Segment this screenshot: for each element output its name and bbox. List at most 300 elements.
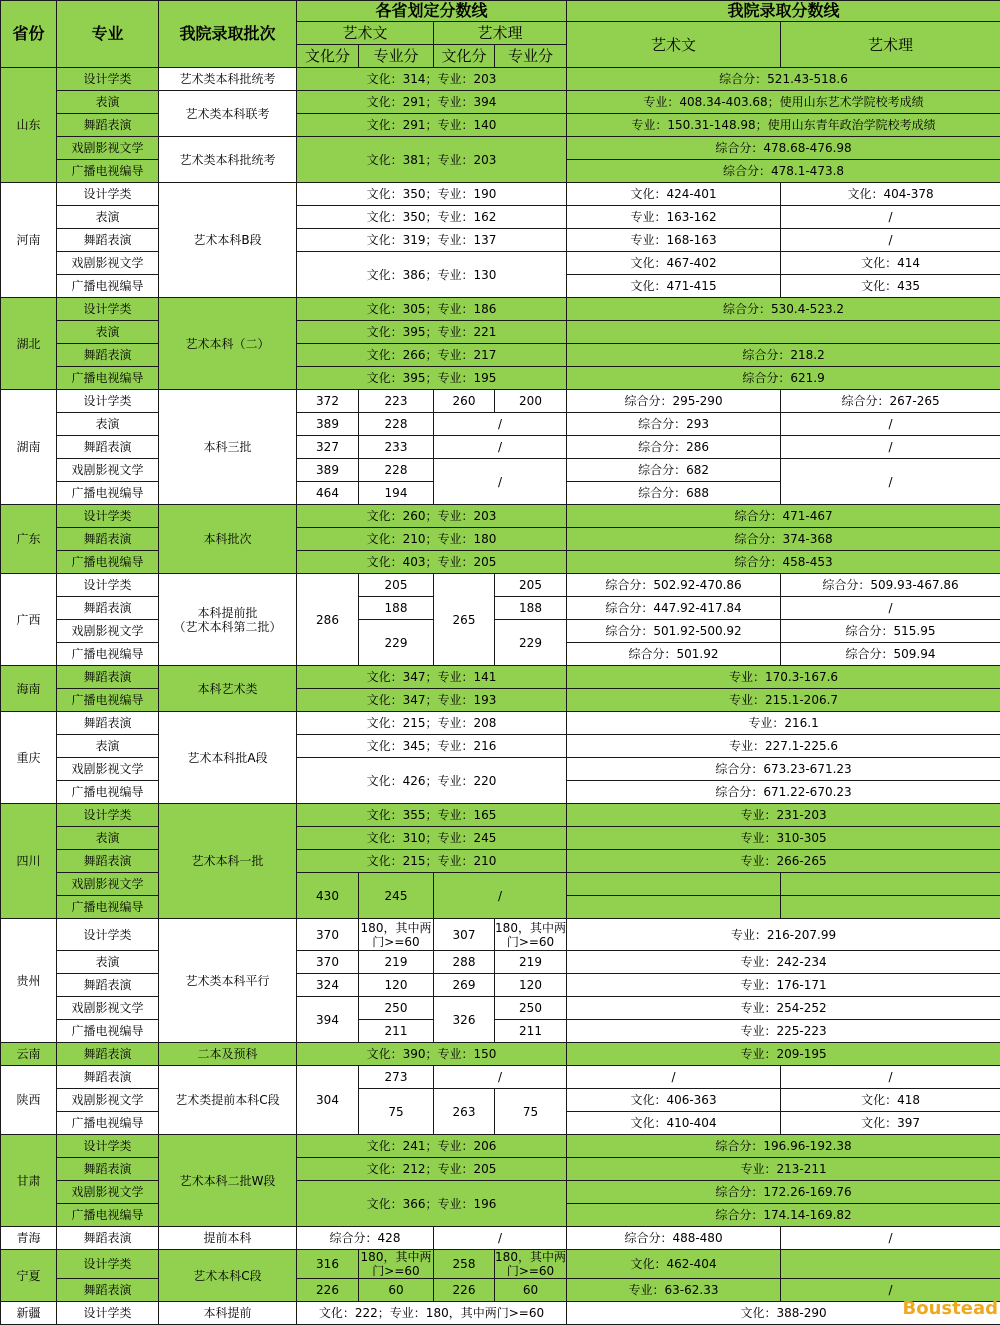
table-cell: 表演: [57, 321, 159, 344]
table-cell: 戏剧影视文学: [57, 137, 159, 160]
table-row: [1, 413, 1000, 436]
table-cell: 文化：406-363: [567, 1089, 781, 1112]
table-row: [1, 574, 1000, 597]
watermark-logo: Boustead: [903, 1298, 998, 1319]
table-cell: 326: [434, 997, 495, 1043]
table-cell: [781, 896, 1000, 919]
table-cell: 舞蹈表演: [57, 1227, 159, 1250]
table-cell: 设计学类: [57, 1135, 159, 1158]
table-cell: 舞蹈表演: [57, 1158, 159, 1181]
table-cell: 372: [297, 390, 359, 413]
table-cell: 180，其中两门>=60: [495, 1250, 567, 1279]
table-cell: 艺术本科批A段: [159, 712, 297, 804]
table-cell: 广播电视编导: [57, 551, 159, 574]
table-cell: 戏剧影视文学: [57, 620, 159, 643]
table-cell: 245: [359, 873, 434, 919]
table-cell: 广播电视编导: [57, 275, 159, 298]
table-cell: 文化：350；专业：190: [297, 183, 567, 206]
table-cell: 专业：215.1-206.7: [567, 689, 1000, 712]
table-cell: 219: [359, 951, 434, 974]
table-cell: 综合分：509.93-467.86: [781, 574, 1000, 597]
table-cell: 文化：291；专业：394: [297, 91, 567, 114]
table-row: [1, 974, 1000, 997]
table-cell: 394: [297, 997, 359, 1043]
table-cell: 文化：305；专业：186: [297, 298, 567, 321]
table-cell: 综合分：478.68-476.98: [567, 137, 1000, 160]
table-row: [1, 951, 1000, 974]
table-row: [1, 689, 1000, 712]
header-cell: 各省划定分数线: [297, 1, 567, 22]
table-cell: [781, 873, 1000, 896]
table-cell: 304: [297, 1066, 359, 1135]
table-body: [1, 1, 1000, 1325]
table-cell: 陕西: [1, 1066, 57, 1135]
table-cell: 专业：170.3-167.6: [567, 666, 1000, 689]
table-cell: 263: [434, 1089, 495, 1135]
table-cell: 专业：63-62.33: [567, 1279, 781, 1302]
table-row: [1, 1250, 1000, 1279]
table-cell: 文化：403；专业：205: [297, 551, 567, 574]
table-cell: 文化：395；专业：221: [297, 321, 567, 344]
table-cell: 文化：319；专业：137: [297, 229, 567, 252]
table-row: [1, 68, 1000, 91]
table-row: [1, 620, 1000, 643]
table-cell: 艺术本科一批: [159, 804, 297, 919]
table-cell: 设计学类: [57, 1250, 159, 1279]
table-cell: 专业：216-207.99: [567, 919, 1000, 951]
table-cell: 223: [359, 390, 434, 413]
table-cell: 180，其中两门>=60: [359, 919, 434, 951]
table-cell: 专业：216.1: [567, 712, 1000, 735]
table-cell: 60: [495, 1279, 567, 1302]
table-cell: 综合分：174.14-169.82: [567, 1204, 1000, 1227]
table-cell: 文化：397: [781, 1112, 1000, 1135]
table-cell: 专业：163-162: [567, 206, 781, 229]
table-cell: 综合分：286: [567, 436, 781, 459]
table-cell: 舞蹈表演: [57, 528, 159, 551]
table-cell: /: [781, 413, 1000, 436]
table-row: [1, 804, 1000, 827]
table-cell: 重庆: [1, 712, 57, 804]
table-row: [1, 183, 1000, 206]
table-cell: 广播电视编导: [57, 896, 159, 919]
table-cell: 设计学类: [57, 1302, 159, 1325]
table-cell: 文化：347；专业：141: [297, 666, 567, 689]
table-cell: 211: [359, 1020, 434, 1043]
table-cell: 新疆: [1, 1302, 57, 1325]
table-cell: 327: [297, 436, 359, 459]
table-cell: 75: [359, 1089, 434, 1135]
header-cell: 我院录取批次: [159, 1, 297, 68]
table-cell: 专业：168-163: [567, 229, 781, 252]
table-cell: 316: [297, 1250, 359, 1279]
table-row: [1, 252, 1000, 275]
table-row: [1, 390, 1000, 413]
table-cell: 提前本科: [159, 1227, 297, 1250]
table-cell: 269: [434, 974, 495, 997]
table-cell: 综合分：293: [567, 413, 781, 436]
table-cell: /: [781, 206, 1000, 229]
table-cell: 综合分：478.1-473.8: [567, 160, 1000, 183]
table-cell: 表演: [57, 735, 159, 758]
table-cell: 综合分：267-265: [781, 390, 1000, 413]
table-cell: 307: [434, 919, 495, 951]
table-row: [1, 114, 1000, 137]
table-row: [1, 1279, 1000, 1302]
table-cell: 湖南: [1, 390, 57, 505]
table-cell: 广播电视编导: [57, 160, 159, 183]
table-row: [1, 597, 1000, 620]
table-cell: 河南: [1, 183, 57, 298]
table-cell: 广播电视编导: [57, 1020, 159, 1043]
table-cell: 文化：467-402: [567, 252, 781, 275]
table-cell: 综合分：471-467: [567, 505, 1000, 528]
table-cell: 广播电视编导: [57, 643, 159, 666]
table-cell: 山东: [1, 68, 57, 183]
table-cell: 综合分：688: [567, 482, 781, 505]
table-cell: 综合分：196.96-192.38: [567, 1135, 1000, 1158]
table-cell: /: [781, 459, 1000, 505]
table-row: [1, 1181, 1000, 1204]
table-cell: 229: [359, 620, 434, 666]
header-cell: 文化分: [297, 45, 359, 68]
table-cell: 文化：314；专业：203: [297, 68, 567, 91]
table-cell: 286: [297, 574, 359, 666]
table-cell: 120: [495, 974, 567, 997]
table-cell: 265: [434, 574, 495, 666]
table-cell: [567, 873, 781, 896]
table-cell: 260: [434, 390, 495, 413]
table-cell: 文化：347；专业：193: [297, 689, 567, 712]
table-cell: 文化：210；专业：180: [297, 528, 567, 551]
table-row: [1, 298, 1000, 321]
table-cell: 文化：212；专业：205: [297, 1158, 567, 1181]
table-row: [1, 1043, 1000, 1066]
table-cell: 云南: [1, 1043, 57, 1066]
table-cell: 戏剧影视文学: [57, 997, 159, 1020]
table-row: [1, 712, 1000, 735]
table-cell: 219: [495, 951, 567, 974]
table-cell: 专业：242-234: [567, 951, 1000, 974]
table-cell: /: [781, 1227, 1000, 1250]
table-cell: 广播电视编导: [57, 689, 159, 712]
table-cell: 226: [297, 1279, 359, 1302]
table-cell: 专业：213-211: [567, 1158, 1000, 1181]
table-cell: 文化：435: [781, 275, 1000, 298]
table-cell: 60: [359, 1279, 434, 1302]
table-cell: 戏剧影视文学: [57, 873, 159, 896]
table-cell: 194: [359, 482, 434, 505]
table-cell: 文化：215；专业：210: [297, 850, 567, 873]
table-cell: 二本及预科: [159, 1043, 297, 1066]
table-cell: 专业：408.34-403.68；使用山东艺术学院校考成绩: [567, 91, 1000, 114]
table-row: [1, 1227, 1000, 1250]
table-cell: 专业：150.31-148.98；使用山东青年政治学院校考成绩: [567, 114, 1000, 137]
table-cell: 宁夏: [1, 1250, 57, 1302]
table-cell: 文化：386；专业：130: [297, 252, 567, 298]
table-cell: 文化：471-415: [567, 275, 781, 298]
table-cell: 四川: [1, 804, 57, 919]
table-cell: 广东: [1, 505, 57, 574]
table-cell: 本科三批: [159, 390, 297, 505]
table-cell: 设计学类: [57, 183, 159, 206]
table-cell: [567, 896, 781, 919]
table-cell: 广播电视编导: [57, 482, 159, 505]
table-row: [1, 344, 1000, 367]
table-cell: 文化：345；专业：216: [297, 735, 567, 758]
table-row: [1, 1089, 1000, 1112]
table-cell: 舞蹈表演: [57, 229, 159, 252]
table-cell: /: [781, 436, 1000, 459]
table-cell: 舞蹈表演: [57, 1279, 159, 1302]
header-row: [1, 1, 1000, 22]
table-cell: 文化：426；专业：220: [297, 758, 567, 804]
table-cell: 211: [495, 1020, 567, 1043]
table-cell: 专业：231-203: [567, 804, 1000, 827]
table-cell: 广播电视编导: [57, 1112, 159, 1135]
table-cell: 226: [434, 1279, 495, 1302]
table-row: [1, 1302, 1000, 1325]
table-cell: 258: [434, 1250, 495, 1279]
table-cell: /: [781, 1066, 1000, 1089]
table-cell: /: [434, 1066, 567, 1089]
table-cell: 舞蹈表演: [57, 1066, 159, 1089]
table-cell: 综合分：428: [297, 1227, 434, 1250]
table-row: [1, 1020, 1000, 1043]
table-cell: 海南: [1, 666, 57, 712]
table-cell: 表演: [57, 951, 159, 974]
header-cell: 艺术理: [781, 22, 1000, 68]
table-row: [1, 528, 1000, 551]
table-cell: 贵州: [1, 919, 57, 1043]
table-cell: 专业：227.1-225.6: [567, 735, 1000, 758]
table-cell: 艺术类本科批统考: [159, 68, 297, 91]
table-cell: 文化：350；专业：162: [297, 206, 567, 229]
table-cell: 文化：418: [781, 1089, 1000, 1112]
table-cell: 文化：388-290: [567, 1302, 1000, 1325]
table-cell: /: [434, 873, 567, 919]
table-cell: 综合分：458-453: [567, 551, 1000, 574]
table-row: [1, 1066, 1000, 1089]
table-cell: 广播电视编导: [57, 1204, 159, 1227]
table-cell: 设计学类: [57, 574, 159, 597]
table-cell: 250: [359, 997, 434, 1020]
table-cell: 广西: [1, 574, 57, 666]
table-cell: 舞蹈表演: [57, 974, 159, 997]
table-cell: 设计学类: [57, 919, 159, 951]
table-cell: 188: [495, 597, 567, 620]
table-cell: 舞蹈表演: [57, 850, 159, 873]
table-row: [1, 666, 1000, 689]
table-cell: 艺术类本科批统考: [159, 137, 297, 183]
table-cell: /: [434, 436, 567, 459]
table-cell: 湖北: [1, 298, 57, 390]
table-cell: 舞蹈表演: [57, 114, 159, 137]
table-cell: 文化：381；专业：203: [297, 137, 567, 183]
table-cell: 青海: [1, 1227, 57, 1250]
table-cell: 舞蹈表演: [57, 1043, 159, 1066]
table-cell: 艺术类本科平行: [159, 919, 297, 1043]
table-cell: 273: [359, 1066, 434, 1089]
table-cell: /: [434, 413, 567, 436]
table-row: [1, 758, 1000, 781]
table-cell: 综合分：682: [567, 459, 781, 482]
table-cell: 180，其中两门>=60: [359, 1250, 434, 1279]
table-cell: 文化：222；专业：180，其中两门>=60: [297, 1302, 567, 1325]
table-cell: 艺术本科B段: [159, 183, 297, 298]
table-cell: 艺术本科C段: [159, 1250, 297, 1302]
table-row: [1, 997, 1000, 1020]
table-cell: 综合分：295-290: [567, 390, 781, 413]
table-cell: 文化：366；专业：196: [297, 1181, 567, 1227]
table-row: [1, 850, 1000, 873]
table-cell: 180，其中两门>=60: [495, 919, 567, 951]
table-cell: 430: [297, 873, 359, 919]
table-cell: [781, 1250, 1000, 1279]
table-cell: 设计学类: [57, 505, 159, 528]
table-cell: 综合分：447.92-417.84: [567, 597, 781, 620]
table-cell: [567, 321, 1000, 344]
header-cell: 专业分: [495, 45, 567, 68]
table-cell: 专业：266-265: [567, 850, 1000, 873]
table-cell: 文化：462-404: [567, 1250, 781, 1279]
table-cell: 艺术类提前本科C段: [159, 1066, 297, 1135]
table-cell: 舞蹈表演: [57, 436, 159, 459]
table-row: [1, 551, 1000, 574]
table-cell: 戏剧影视文学: [57, 252, 159, 275]
table-cell: 本科批次: [159, 505, 297, 574]
table-cell: 舞蹈表演: [57, 344, 159, 367]
table-cell: 综合分：621.9: [567, 367, 1000, 390]
header-cell: 专业: [57, 1, 159, 68]
table-cell: /: [781, 229, 1000, 252]
table-cell: 专业：176-171: [567, 974, 1000, 997]
table-cell: 228: [359, 459, 434, 482]
table-cell: 设计学类: [57, 804, 159, 827]
table-cell: 228: [359, 413, 434, 436]
table-cell: 324: [297, 974, 359, 997]
table-cell: 戏剧影视文学: [57, 459, 159, 482]
table-row: [1, 436, 1000, 459]
table-cell: 设计学类: [57, 298, 159, 321]
table-row: [1, 459, 1000, 482]
table-cell: 综合分：509.94: [781, 643, 1000, 666]
table-cell: 设计学类: [57, 390, 159, 413]
table-cell: 设计学类: [57, 68, 159, 91]
table-cell: 370: [297, 951, 359, 974]
table-row: [1, 919, 1000, 951]
table-cell: 舞蹈表演: [57, 597, 159, 620]
table-row: [1, 827, 1000, 850]
table-cell: 表演: [57, 91, 159, 114]
table-cell: 综合分：530.4-523.2: [567, 298, 1000, 321]
table-cell: 甘肃: [1, 1135, 57, 1227]
table-cell: 文化：260；专业：203: [297, 505, 567, 528]
table-cell: 文化：310；专业：245: [297, 827, 567, 850]
table-cell: 综合分：521.43-518.6: [567, 68, 1000, 91]
table-cell: 文化：355；专业：165: [297, 804, 567, 827]
table-cell: 专业：209-195: [567, 1043, 1000, 1066]
header-cell: 艺术文: [567, 22, 781, 68]
table-row: [1, 735, 1000, 758]
table-cell: 120: [359, 974, 434, 997]
table-cell: /: [781, 597, 1000, 620]
table-cell: 专业：310-305: [567, 827, 1000, 850]
table-cell: 文化：390；专业：150: [297, 1043, 567, 1066]
table-cell: 文化：404-378: [781, 183, 1000, 206]
table-cell: 文化：414: [781, 252, 1000, 275]
table-cell: /: [434, 459, 567, 505]
table-cell: 广播电视编导: [57, 367, 159, 390]
table-cell: 本科提前批 （艺术本科第二批）: [159, 574, 297, 666]
table-cell: 综合分：172.26-169.76: [567, 1181, 1000, 1204]
table-cell: 戏剧影视文学: [57, 1089, 159, 1112]
table-cell: 205: [359, 574, 434, 597]
table-cell: 综合分：673.23-671.23: [567, 758, 1000, 781]
table-row: [1, 91, 1000, 114]
table-cell: 370: [297, 919, 359, 951]
table-cell: 综合分：515.95: [781, 620, 1000, 643]
table-row: [1, 1158, 1000, 1181]
table-row: [1, 206, 1000, 229]
table-cell: 表演: [57, 413, 159, 436]
table-row: [1, 873, 1000, 896]
table-cell: 200: [495, 390, 567, 413]
table-cell: 188: [359, 597, 434, 620]
table-cell: 戏剧影视文学: [57, 758, 159, 781]
table-cell: 舞蹈表演: [57, 666, 159, 689]
table-cell: 综合分：374-368: [567, 528, 1000, 551]
table-cell: 广播电视编导: [57, 781, 159, 804]
header-cell: 省份: [1, 1, 57, 68]
table-cell: 综合分：488-480: [567, 1227, 781, 1250]
table-cell: 本科艺术类: [159, 666, 297, 712]
table-cell: 综合分：218.2: [567, 344, 1000, 367]
table-row: [1, 1135, 1000, 1158]
table-row: [1, 137, 1000, 160]
table-cell: 文化：241；专业：206: [297, 1135, 567, 1158]
table-cell: 表演: [57, 827, 159, 850]
table-cell: 戏剧影视文学: [57, 1181, 159, 1204]
table-cell: 文化：266；专业：217: [297, 344, 567, 367]
table-cell: 250: [495, 997, 567, 1020]
table-row: [1, 367, 1000, 390]
table-cell: 专业：225-223: [567, 1020, 1000, 1043]
table-cell: 综合分：671.22-670.23: [567, 781, 1000, 804]
table-cell: 文化：410-404: [567, 1112, 781, 1135]
table-cell: 舞蹈表演: [57, 712, 159, 735]
table-cell: 艺术本科二批W段: [159, 1135, 297, 1227]
table-cell: 文化：291；专业：140: [297, 114, 567, 137]
header-cell: 专业分: [359, 45, 434, 68]
header-cell: 艺术理: [434, 22, 567, 45]
table-cell: 本科提前: [159, 1302, 297, 1325]
table-cell: /: [781, 1279, 1000, 1302]
table-cell: 专业：254-252: [567, 997, 1000, 1020]
table-cell: 75: [495, 1089, 567, 1135]
table-cell: 文化：395；专业：195: [297, 367, 567, 390]
table-cell: 艺术类本科联考: [159, 91, 297, 137]
table-cell: 389: [297, 413, 359, 436]
table-cell: 综合分：501.92: [567, 643, 781, 666]
table-cell: 文化：424-401: [567, 183, 781, 206]
table-row: [1, 321, 1000, 344]
table-row: [1, 229, 1000, 252]
header-cell: 文化分: [434, 45, 495, 68]
table-cell: 229: [495, 620, 567, 666]
table-cell: 表演: [57, 206, 159, 229]
header-cell: 艺术文: [297, 22, 434, 45]
